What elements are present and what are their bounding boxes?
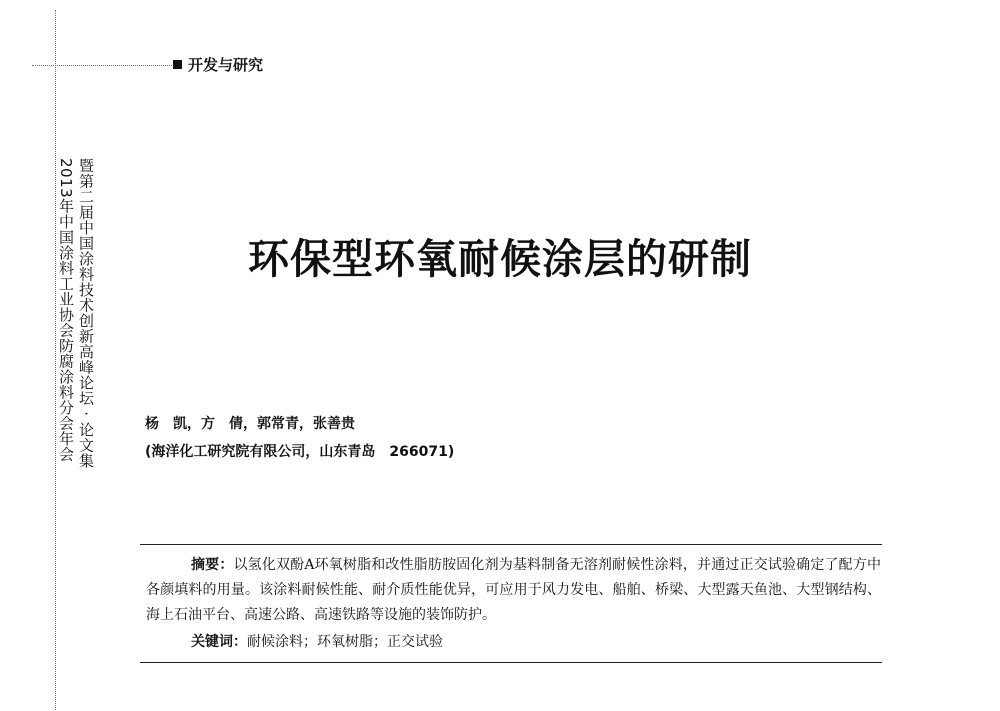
- abstract-text: 以氢化双酚A环氧树脂和改性脂肪胺固化剂为基料制备无溶剂耐候性涂料，并通过正交试验确定了配方中各颜填料的用量。该涂料耐候性能、耐介质性能优异，可应用于风力发电、船舶、桥梁、大型露天鱼池、大型钢结构、海上石油平台、高速公路、高速铁路等设施的装饰防护。: [146, 557, 882, 623]
- abstract-label: 摘要：: [191, 557, 234, 573]
- header-dotted-line: [32, 65, 172, 66]
- keywords-text: 耐候涂料；环氧树脂；正交试验: [247, 634, 443, 650]
- paper-title: 环保型环氧耐候涂层的研制: [248, 235, 752, 283]
- margin-dotted-line: [55, 10, 56, 710]
- paper-affiliation: (海洋化工研究院有限公司，山东青岛 266071): [145, 444, 455, 460]
- section-bullet-icon: [173, 60, 182, 69]
- sidebar-proceedings-title: 暨第二届中国涂料技术创新高峰论坛 · 论文集: [77, 158, 95, 469]
- abstract-top-rule: [140, 544, 882, 545]
- keywords-label: 关键词：: [191, 634, 247, 650]
- keywords-block: [191, 631, 443, 651]
- section-label: 开发与研究: [188, 56, 264, 74]
- abstract-block: [146, 553, 881, 628]
- paper-authors: 杨 凯，方 倩，郭常青，张善贵: [145, 416, 355, 432]
- abstract-bottom-rule: [140, 662, 882, 663]
- sidebar-conference-title: 2013年中国涂料工业协会防腐涂料分会年会: [57, 158, 75, 462]
